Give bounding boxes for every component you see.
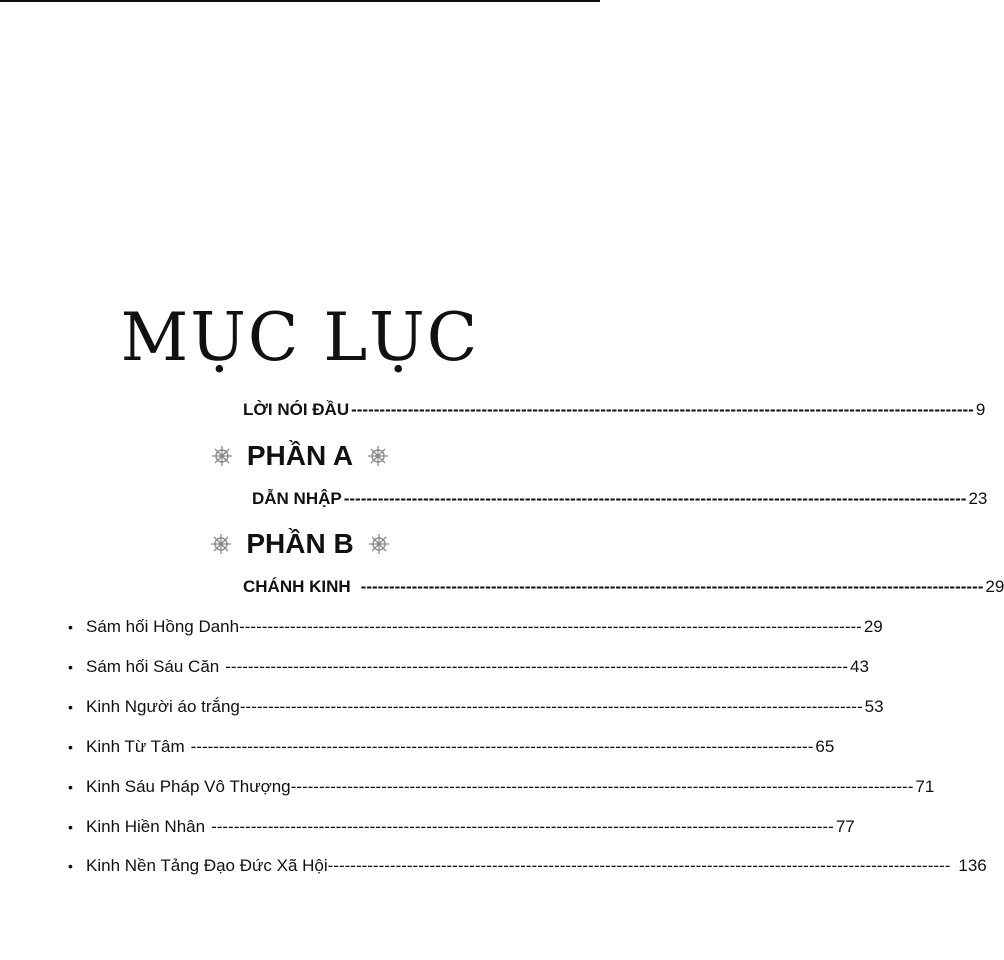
toc-item-page: 77 (835, 817, 855, 836)
dot-leader: -------------------------------------------------------------------------------------------------------------- (290, 777, 914, 796)
toc-item-page: 43 (849, 657, 869, 676)
dot-leader: -------------------------------------------------------------------------------------------------------------- (343, 489, 967, 508)
part-b-heading (0, 524, 600, 564)
dot-leader: -------------------------------------------------------------------------------------------------------------- (327, 856, 951, 875)
toc-item-page: 65 (815, 737, 835, 756)
dot-leader: -------------------------------------------------------------------------------------------------------------- (351, 400, 974, 419)
bullet-icon: • (68, 659, 73, 675)
toc-item[interactable] (68, 617, 883, 637)
bullet-icon: • (68, 619, 73, 635)
bullet-icon: • (68, 819, 73, 835)
toc-item-page: 71 (915, 777, 935, 796)
dot-leader: -------------------------------------------------------------------------------------------------------------- (239, 617, 862, 636)
toc-item-label: Kinh Sáu Pháp Vô Thượng (86, 777, 291, 796)
bullet-icon: • (68, 739, 73, 755)
toc-item-page: 136 (958, 856, 987, 875)
bullet-icon: • (68, 779, 73, 795)
dharma-wheel-icon (368, 533, 390, 555)
toc-entry-chanh-kinh[interactable] (243, 577, 1004, 597)
toc-item[interactable] (68, 856, 987, 876)
toc-entry-intro[interactable] (243, 400, 986, 420)
toc-entry-dan-nhap[interactable] (252, 489, 988, 509)
bullet-icon: • (68, 858, 73, 874)
toc-item-label: Kinh Nền Tảng Đạo Đức Xã Hội (86, 856, 328, 875)
toc-item[interactable] (68, 657, 869, 677)
toc-entry-page: 29 (985, 577, 1004, 596)
toc-item[interactable] (68, 737, 835, 757)
toc-item-page: 29 (863, 617, 883, 636)
toc-item[interactable] (68, 697, 884, 717)
toc-entry-label: CHÁNH KINH (243, 577, 351, 596)
toc-item[interactable] (68, 777, 935, 797)
part-a-heading (0, 436, 600, 476)
toc-entry-page: 23 (968, 489, 988, 508)
dharma-wheel-icon (367, 445, 389, 467)
toc-item[interactable] (68, 817, 855, 837)
toc-entry-label: DẪN NHẬP (252, 489, 342, 508)
dharma-wheel-icon (211, 445, 233, 467)
dot-leader: -------------------------------------------------------------------------------------------------------------- (239, 697, 863, 716)
part-title: PHẦN B (246, 528, 354, 559)
toc-item-label: Kinh Hiền Nhân (86, 817, 206, 836)
dot-leader: -------------------------------------------------------------------------------------------------------------- (211, 817, 834, 836)
dot-leader: -------------------------------------------------------------------------------------------------------------- (360, 577, 984, 596)
part-title: PHẦN A (246, 440, 354, 471)
toc-item-label: Sám hối Hồng Danh (86, 617, 240, 636)
toc-entry-page: 9 (975, 400, 986, 419)
page-title: MỤC LỤC (120, 299, 480, 376)
toc-item-page: 53 (864, 697, 884, 716)
dot-leader: -------------------------------------------------------------------------------------------------------------- (190, 737, 814, 756)
top-rule (0, 0, 600, 2)
bullet-icon: • (68, 699, 73, 715)
dot-leader: -------------------------------------------------------------------------------------------------------------- (225, 657, 848, 676)
toc-item-label: Kinh Người áo trắng (86, 697, 240, 716)
toc-item-label: Kinh Từ Tâm (86, 737, 185, 756)
toc-item-label: Sám hối Sáu Căn (86, 657, 220, 676)
dharma-wheel-icon (210, 533, 232, 555)
toc-entry-label: LỜI NÓI ĐẦU (243, 400, 350, 419)
